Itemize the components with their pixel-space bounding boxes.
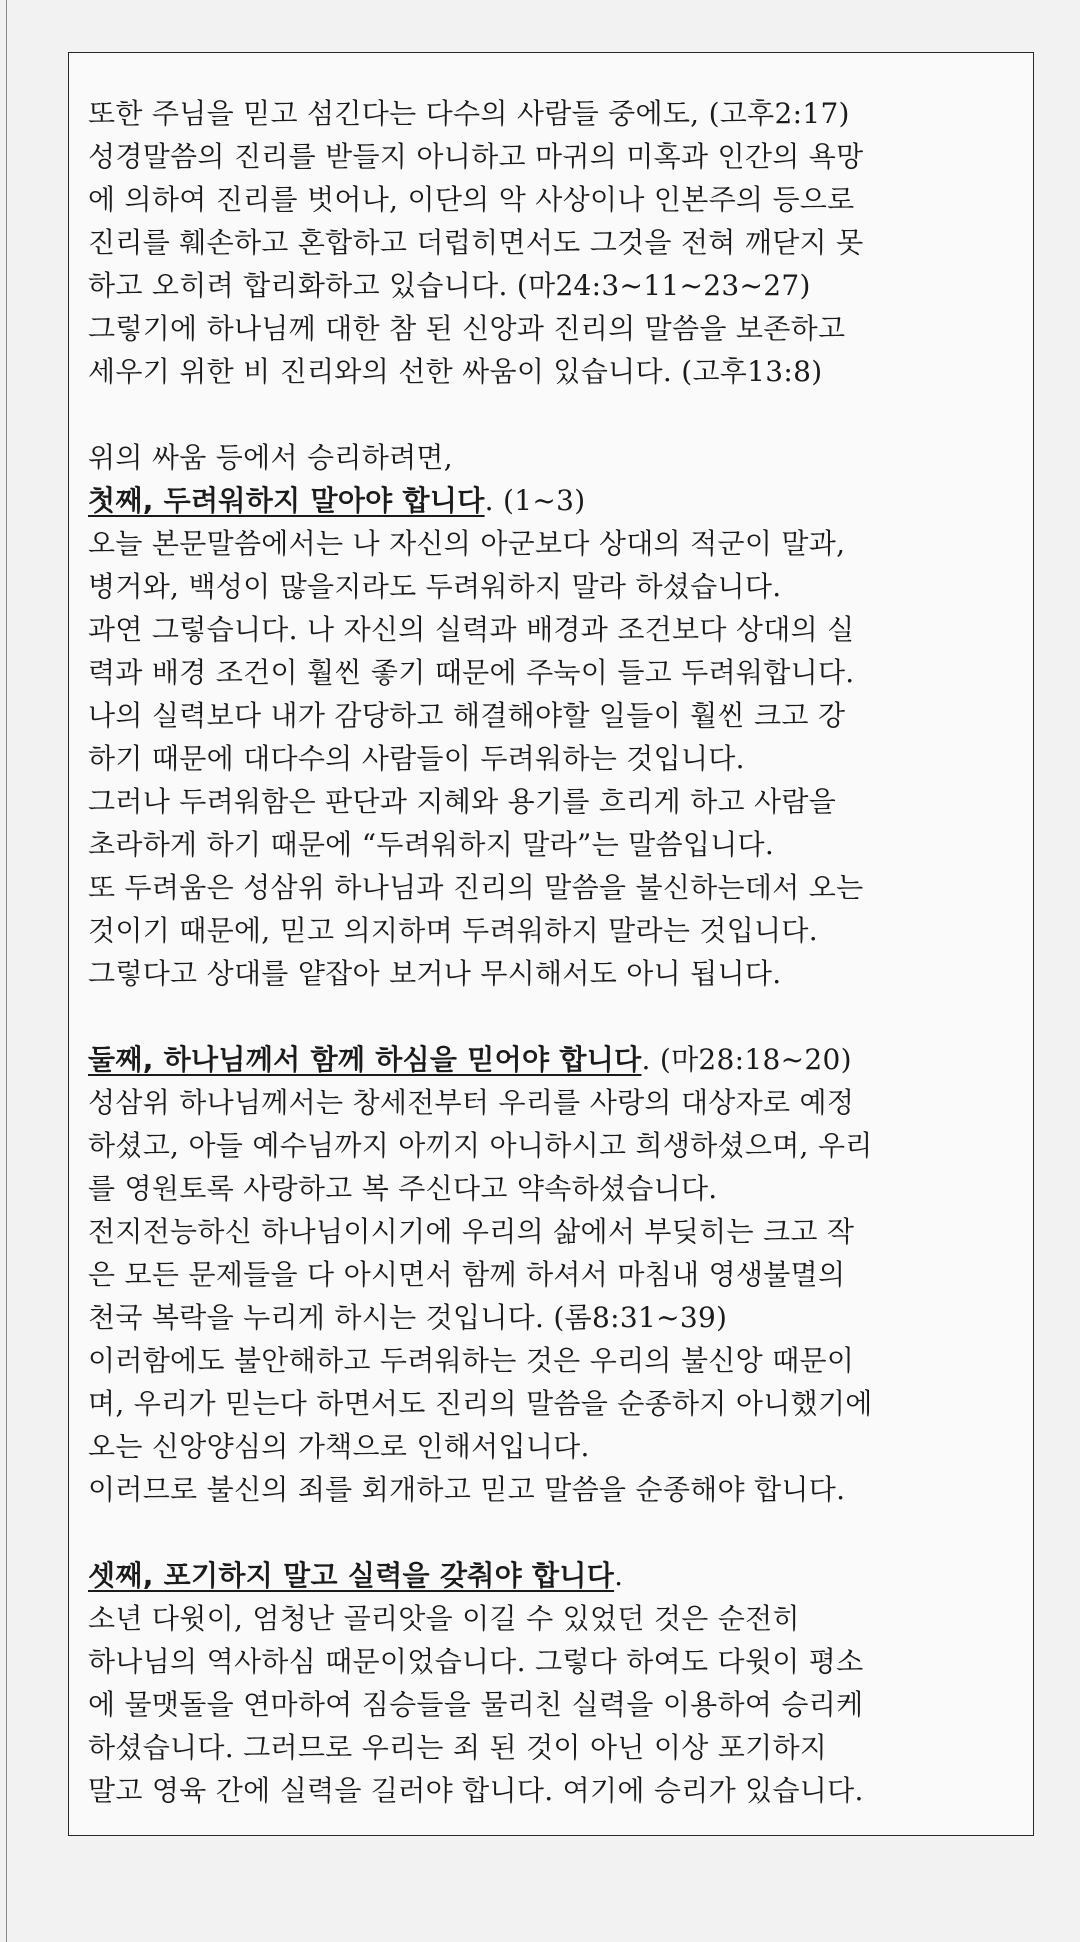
section-heading-line (88, 1038, 1008, 1081)
scripture-reference: . (마28:18~20) (641, 1043, 852, 1076)
text-line: 것이기 때문에, 믿고 의지하며 두려워하지 말라는 것입니다. (88, 914, 818, 947)
heading-period: . (614, 1559, 624, 1592)
text-line: 그렇다고 상대를 얕잡아 보거나 무시해서도 아니 됩니다. (88, 957, 782, 990)
paragraph-gap (88, 995, 1008, 1038)
page-edge-line (6, 0, 7, 1942)
text-line: 그렇기에 하나님께 대한 참 된 신앙과 진리의 말씀을 보존하고 (88, 312, 846, 345)
text-line: 성경말씀의 진리를 받들지 아니하고 마귀의 미혹과 인간의 욕망 (88, 140, 864, 173)
paragraph-gap (88, 1511, 1008, 1554)
text-line: 며, 우리가 믿는다 하면서도 진리의 말씀을 순종하지 아니했기에 (88, 1387, 873, 1420)
paragraph-gap (88, 393, 1008, 436)
section-heading: 첫째, 두려워하지 말아야 합니다 (88, 484, 485, 517)
text-line: 그러나 두려워함은 판단과 지혜와 용기를 흐리게 하고 사람을 (88, 785, 837, 818)
text-line: 오는 신앙양심의 가책으로 인해서입니다. (88, 1430, 590, 1463)
text-line: 력과 배경 조건이 훨씬 좋기 때문에 주눅이 들고 두려워합니다. (88, 656, 855, 689)
text-line: 오늘 본문말씀에서는 나 자신의 아군보다 상대의 적군이 말과, (88, 527, 846, 560)
text-line: 세우기 위한 비 진리와의 선한 싸움이 있습니다. (고후13:8) (88, 355, 823, 388)
section-heading: 둘째, 하나님께서 함께 하심을 믿어야 합니다 (88, 1043, 642, 1076)
intro-line: 위의 싸움 등에서 승리하려면, (88, 441, 453, 474)
text-line: 소년 다윗이, 엄청난 골리앗을 이길 수 있었던 것은 순전히 (88, 1602, 800, 1635)
text-line: 하나님의 역사하심 때문이었습니다. 그렇다 하여도 다윗이 평소 (88, 1645, 864, 1678)
text-line: 또 두려움은 성삼위 하나님과 진리의 말씀을 불신하는데서 오는 (88, 871, 864, 904)
section-heading-line (88, 1554, 1008, 1597)
text-line: 성삼위 하나님께서는 창세전부터 우리를 사랑의 대상자로 예정 (88, 1086, 855, 1119)
section-first (88, 479, 1008, 995)
text-line: 나의 실력보다 내가 감당하고 해결해야할 일들이 훨씬 크고 강 (88, 699, 846, 732)
text-line: 이러므로 불신의 죄를 회개하고 믿고 말씀을 순종해야 합니다. (88, 1473, 846, 1506)
text-line: 천국 복락을 누리게 하시는 것입니다. (롬8:31~39) (88, 1301, 728, 1334)
text-line: 은 모든 문제들을 다 아시면서 함께 하셔서 마침내 영생불멸의 (88, 1258, 846, 1291)
text-line: 과연 그렇습니다. 나 자신의 실력과 배경과 조건보다 상대의 실 (88, 613, 855, 646)
text-line: 하셨습니다. 그러므로 우리는 죄 된 것이 아닌 이상 포기하지 (88, 1731, 828, 1764)
text-line: 하셨고, 아들 예수님까지 아끼지 아니하시고 희생하셨으며, 우리 (88, 1129, 873, 1162)
section-heading: 셋째, 포기하지 말고 실력을 갖춰야 합니다 (88, 1559, 615, 1592)
text-line: 를 영원토록 사랑하고 복 주신다고 약속하셨습니다. (88, 1172, 718, 1205)
paragraph-intro (88, 92, 1008, 393)
text-line: 또한 주님을 믿고 섬긴다는 다수의 사람들 중에도, (고후2:17) (88, 97, 850, 130)
section-third (88, 1554, 1008, 1812)
text-line: 초라하게 하기 때문에 “두려워하지 말라”는 말씀입니다. (88, 828, 775, 861)
section-second (88, 1038, 1008, 1511)
text-line: 말고 영육 간에 실력을 길러야 합니다. 여기에 승리가 있습니다. (88, 1774, 864, 1807)
text-line: 진리를 훼손하고 혼합하고 더럽히면서도 그것을 전혀 깨닫지 못 (88, 226, 864, 259)
text-line: 하고 오히려 합리화하고 있습니다. (마24:3~11~23~27) (88, 269, 811, 302)
text-line: 병거와, 백성이 많을지라도 두려워하지 말라 하셨습니다. (88, 570, 782, 603)
section-heading-line (88, 479, 1008, 522)
document-body (88, 92, 1008, 1812)
text-line: 하기 때문에 대다수의 사람들이 두려워하는 것입니다. (88, 742, 745, 775)
text-line: 이러함에도 불안해하고 두려워하는 것은 우리의 불신앙 때문이 (88, 1344, 855, 1377)
text-line: 에 물맷돌을 연마하여 짐승들을 물리친 실력을 이용하여 승리케 (88, 1688, 864, 1721)
text-line: 에 의하여 진리를 벗어나, 이단의 악 사상이나 인본주의 등으로 (88, 183, 855, 216)
scripture-reference: . (1~3) (484, 484, 586, 517)
text-line: 전지전능하신 하나님이시기에 우리의 삶에서 부딪히는 크고 작 (88, 1215, 855, 1248)
